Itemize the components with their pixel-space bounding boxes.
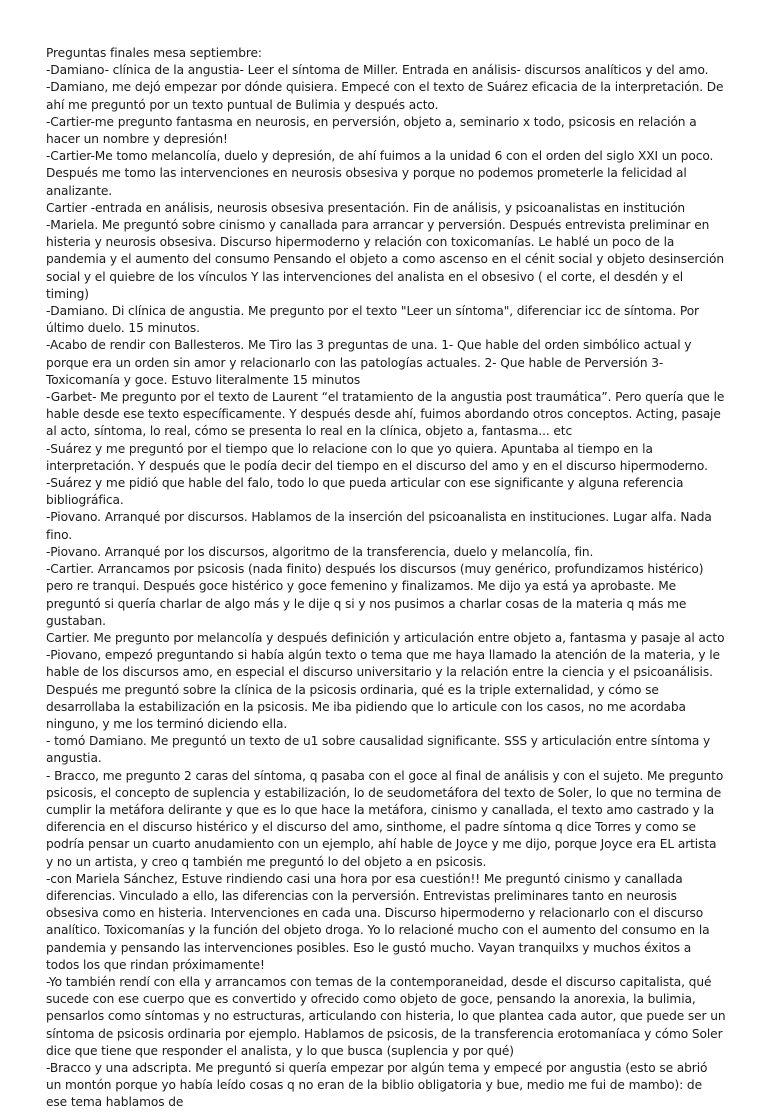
paragraph: -Cartier-Me tomo melancolía, duelo y depresión, de ahí fuimos a la unidad 6 con el orden del siglo XXI un poco. Después me tomo las intervenciones en neurosis obsesiva y porque no podemos prometerle la felicidad al analizante. — [46, 149, 714, 198]
paragraph: -con Mariela Sánchez, Estuve rindiendo casi una hora por esa cuestión!! Me preguntó cinismo y canallada diferencias. Vinculado a ello, las diferencias con la perversión. Entrevistas preliminares tanto en neurosis obsesiva como en histeria. Intervenciones en cada una. Discurso hipermoderno y relacionarlo con el discurso analítico. Toxicomanías y la función del objeto droga. Yo lo relacioné mucho con el aumento del consumo en la pandemia y pensando las intervenciones posibles. Eso le gustó mucho. Vayan tranquilxs y muchos éxitos a todos los que rindan próximamente! — [46, 871, 710, 972]
paragraph: Cartier -entrada en análisis, neurosis obsesiva presentación. Fin de análisis, y psicoanalistas en institución — [46, 200, 686, 215]
paragraph: - Bracco, me pregunto 2 caras del síntoma, q pasaba con el goce al final de análisis y con el sujeto. Me pregunto psicosis, el concepto de suplencia y estabilización, lo de seudometáfora del texto de Soler, lo que no termina de cumplir la metáfora delirante y que es lo que hace la metáfora, cinismo y canallada, el texto amo castrado y la diferencia en el discurso histérico y el discurso del amo, sinthome, el padre síntoma q dice Torres y como se podría pensar un cuarto anudamiento con un ejemplo, ahí hable de Joyce y me dijo, porque Joyce era EL artista y no un artista, y creo q también me preguntó lo del objeto a en psicosis. — [46, 768, 724, 869]
paragraph: -Piovano. Arranqué por discursos. Hablamos de la inserción del psicoanalista en instituciones. Lugar alfa. Nada fino. — [46, 510, 712, 542]
paragraph: - tomó Damiano. Me preguntó un texto de u1 sobre causalidad significante. SSS y articulación entre síntoma y angustia. — [46, 734, 711, 766]
paragraph: -Suárez y me preguntó por el tiempo que lo relacione con lo que yo quiera. Apuntaba al tiempo en la interpretación. Y después que le podía decir del tiempo en el discurso del amo y en el discurso hipermoderno. — [46, 441, 708, 473]
paragraph: -Bracco y una adscripta. Me preguntó si quería empezar por algún tema y empecé por angustia (esto se abrió un montón porque yo había leído cosas q no eran de la biblio obligatoria y bue, medio me fui de mambo): de ese tema hablamos de — [46, 1060, 708, 1110]
paragraph: -Yo también rendí con ella y arrancamos con temas de la contemporaneidad, desde el discurso capitalista, qué sucede con ese cuerpo que es convertido y ofrecido como objeto de goce, pensando la anorexia, la bulimia, pensarlos como síntomas y no estructuras, articulando con histeria, lo que plantea cada autor, que puede ser un síntoma de psicosis ordinaria por ejemplo. Hablamos de psicosis, de la transferencia erotomaníaca y cómo Soler dice que tiene que responder el analista, y lo que busca (suplencia y por qué) — [46, 974, 726, 1058]
paragraph: -Damiano, me dejó empezar por dónde quisiera. Empecé con el texto de Suárez eficacia de la interpretación. De ahí me preguntó por un texto puntual de Bulimia y después acto. — [46, 80, 724, 112]
document-body — [46, 45, 726, 1112]
paragraph: Cartier. Me pregunto por melancolía y después definición y articulación entre objeto a, fantasma y pasaje al acto — [46, 630, 725, 645]
paragraph: -Mariela. Me preguntó sobre cinismo y canallada para arrancar y perversión. Después entrevista preliminar en histeria y neurosis obsesiva. Discurso hipermoderno y relación con toxicomanías. Le hablé un poco de la pandemia y el aumento del consumo Pensando el objeto a como ascenso en el cénit social y objeto desinserción social y el quiebre de los vínculos Y las intervenciones del analista en el obsesivo ( el corte, el desdén y el timing) — [46, 218, 724, 301]
paragraph: -Cartier-me pregunto fantasma en neurosis, en perversión, objeto a, seminario x todo, psicosis en relación a hacer un nombre y depresión! — [46, 114, 697, 147]
paragraph: -Piovano. Arranqué por los discursos, algoritmo de la transferencia, duelo y melancolía, fin. — [46, 544, 594, 559]
paragraph: -Damiano. Di clínica de angustia. Me pregunto por el texto "Leer un síntoma", diferenciar icc de síntoma. Por último duelo. 15 minutos. — [46, 304, 699, 336]
heading-line: Preguntas finales mesa septiembre: — [46, 46, 262, 60]
paragraph: -Suárez y me pidió que hable del falo, todo lo que pueda articular con ese significante y alguna referencia bibliográfica. — [46, 476, 684, 508]
paragraph: -Garbet- Me pregunto por el texto de Laurent “el tratamiento de la angustia post traumática”. Pero quería que le hable desde ese texto específicamente. Y después desde ahí, fuimos abordando otros conceptos. Acting, pasaje al acto, síntoma, lo real, cómo se presenta lo real en la clínica, objeto a, fantasma... etc — [46, 390, 725, 439]
paragraph: -Acabo de rendir con Ballesteros. Me Tiro las 3 preguntas de una. 1- Que hable del orden simbólico actual y porque era un orden sin amor y relacionarlo con las patologías actuales. 2- Que hable de Perversión 3- Toxicomanía y goce. Estuvo literalmente 15 minutos — [46, 338, 692, 387]
paragraph: -Damiano- clínica de la angustia- Leer el síntoma de Miller. Entrada en análisis- discursos analíticos y del amo. — [46, 63, 709, 78]
paragraph: -Cartier. Arrancamos por psicosis (nada finito) después los discursos (muy genérico, profundizamos histérico) pero re tranqui. Después goce histérico y goce femenino y finalizamos. Me dijo ya está ya aprobaste. Me preguntó si quería charlar de algo más y le dije q si y nos pusimos a charlar cosas de la materia q más me gustaban. — [46, 562, 704, 628]
paragraph: -Piovano, empezó preguntando si había algún texto o tema que me haya llamado la atención de la materia, y le hable de los discursos amo, en especial el discurso universitario y la relación entre la ciencia y el psicoanálisis. Después me preguntó sobre la clínica de la psicosis ordinaria, qué es la triple externalidad, y cómo se desarrollaba la estabilización en la psicosis. Me iba pidiendo que lo articule con los casos, no me acordaba ninguno, y me los terminó diciendo ella. — [46, 648, 720, 731]
